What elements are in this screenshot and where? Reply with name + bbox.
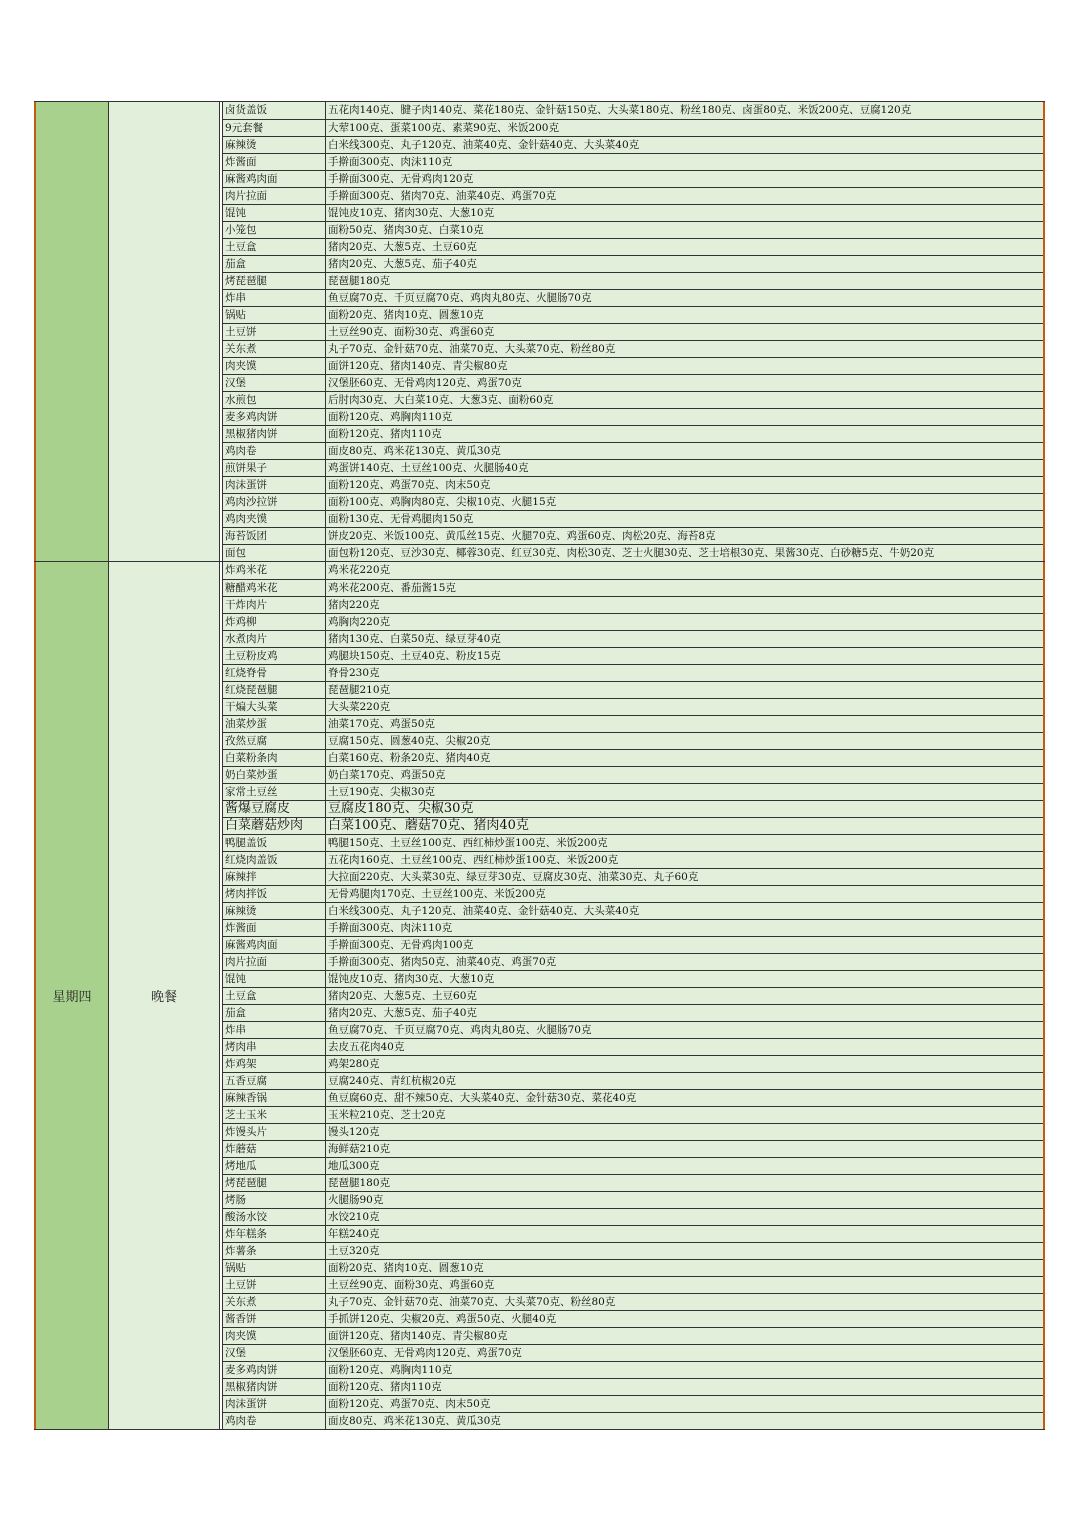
dish-ingredients: 豆腐240克、青红杭椒20克 [326, 1073, 1043, 1089]
dish-row [223, 715, 1043, 732]
dish-row [223, 1055, 1043, 1072]
dish-row [223, 1412, 1043, 1429]
dish-name: 小笼包 [223, 222, 326, 238]
dish-ingredients: 琵琶腿210克 [326, 682, 1043, 698]
dish-name: 炸鸡架 [223, 1056, 326, 1072]
dish-row [223, 1361, 1043, 1378]
dish-row [223, 170, 1043, 187]
dish-row [223, 1259, 1043, 1276]
dish-name: 烤琵琶腿 [223, 1175, 326, 1191]
dish-row [223, 255, 1043, 272]
dish-name: 白菜蘑菇炒肉 [223, 818, 326, 834]
dish-name: 干煸大头菜 [223, 699, 326, 715]
dish-ingredients: 猪肉130克、白菜50克、绿豆芽40克 [326, 631, 1043, 647]
dish-ingredients: 面包粉120克、豆沙30克、椰蓉30克、红豆30克、肉松30克、芝士火腿30克、芝士培根30克、果酱30克、白砂糖5克、牛奶20克 [326, 545, 1043, 561]
dish-name: 麻酱鸡肉面 [223, 937, 326, 953]
dish-row [223, 579, 1043, 596]
dish-name: 烤琵琶腿 [223, 273, 326, 289]
dish-row [223, 1038, 1043, 1055]
dish-row [223, 851, 1043, 868]
dish-name: 干炸肉片 [223, 597, 326, 613]
dish-ingredients: 面饼120克、猪肉140克、青尖椒80克 [326, 1328, 1043, 1344]
dish-row [223, 766, 1043, 783]
dish-row [223, 698, 1043, 715]
dish-name: 麦多鸡肉饼 [223, 1362, 326, 1378]
dish-name: 家常土豆丝 [223, 784, 326, 800]
dish-row [223, 970, 1043, 987]
dish-row [223, 817, 1043, 834]
dish-name: 炸酱面 [223, 920, 326, 936]
dish-name: 烤肉拌饭 [223, 886, 326, 902]
dish-ingredients: 面粉120克、鸡胸肉110克 [326, 1362, 1043, 1378]
dish-ingredients: 面粉120克、鸡蛋70克、肉末50克 [326, 1396, 1043, 1412]
dish-row [223, 1327, 1043, 1344]
dish-ingredients: 五花肉160克、土豆丝100克、西红柿炒蛋100克、米饭200克 [326, 852, 1043, 868]
menu-table [34, 101, 1045, 1430]
dish-ingredients: 鸭腿150克、土豆丝100克、西红柿炒蛋100克、米饭200克 [326, 835, 1043, 851]
dish-ingredients: 土豆丝90克、面粉30克、鸡蛋60克 [326, 1277, 1043, 1293]
dish-name: 芝士玉米 [223, 1107, 326, 1123]
dish-ingredients: 年糕240克 [326, 1226, 1043, 1242]
dish-ingredients: 火腿肠90克 [326, 1192, 1043, 1208]
dish-ingredients: 鸡架280克 [326, 1056, 1043, 1072]
dish-ingredients: 鱼豆腐60克、甜不辣50克、大头菜40克、金针菇30克、菜花40克 [326, 1090, 1043, 1106]
dish-row [223, 1293, 1043, 1310]
dish-name: 肉沫蛋饼 [223, 477, 326, 493]
dish-name: 土豆饼 [223, 1277, 326, 1293]
dish-name: 关东煮 [223, 341, 326, 357]
dish-name: 锅贴 [223, 307, 326, 323]
dish-ingredients: 手擀面300克、肉沫110克 [326, 154, 1043, 170]
dish-rows [222, 562, 1045, 1429]
dish-row [223, 357, 1043, 374]
dish-ingredients: 五花肉140克、腱子肉140克、菜花180克、金针菇150克、大头菜180克、粉丝180克、卤蛋80克、米饭200克、豆腐120克 [326, 102, 1043, 119]
dish-name: 面包 [223, 545, 326, 561]
dish-name: 油菜炒蛋 [223, 716, 326, 732]
dish-name: 炸馒头片 [223, 1124, 326, 1140]
dish-ingredients: 豆腐150克、圆葱40克、尖椒20克 [326, 733, 1043, 749]
dish-name: 五香豆腐 [223, 1073, 326, 1089]
dish-row [223, 749, 1043, 766]
dish-row [223, 596, 1043, 613]
dish-row [223, 493, 1043, 510]
dish-ingredients: 手擀面300克、猪肉70克、油菜40克、鸡蛋70克 [326, 188, 1043, 204]
dish-row [223, 408, 1043, 425]
dish-name: 馄饨 [223, 971, 326, 987]
dish-row [223, 647, 1043, 664]
dish-ingredients: 玉米粒210克、芝士20克 [326, 1107, 1043, 1123]
dish-row [223, 1276, 1043, 1293]
dish-row [223, 1157, 1043, 1174]
dish-name: 麻辣香锅 [223, 1090, 326, 1106]
dish-name: 炸串 [223, 1022, 326, 1038]
dish-ingredients: 猪肉20克、大葱5克、茄子40克 [326, 256, 1043, 272]
dish-name: 糖醋鸡米花 [223, 580, 326, 596]
dish-ingredients: 琵琶腿180克 [326, 273, 1043, 289]
dish-ingredients: 丸子70克、金针菇70克、油菜70克、大头菜70克、粉丝80克 [326, 341, 1043, 357]
dish-row [223, 902, 1043, 919]
dish-name: 鸡肉卷 [223, 1413, 326, 1429]
dish-ingredients: 面皮80克、鸡米花130克、黄瓜30克 [326, 443, 1043, 459]
dish-row [223, 936, 1043, 953]
dish-name: 鸡肉卷 [223, 443, 326, 459]
dish-row [223, 238, 1043, 255]
dish-ingredients: 土豆320克 [326, 1243, 1043, 1259]
dish-row [223, 681, 1043, 698]
dish-name: 烤肉串 [223, 1039, 326, 1055]
dish-name: 肉片拉面 [223, 954, 326, 970]
dish-row [223, 1378, 1043, 1395]
dish-ingredients: 面粉100克、鸡胸肉80克、尖椒10克、火腿15克 [326, 494, 1043, 510]
dish-ingredients: 鸡米花220克 [326, 562, 1043, 579]
dish-ingredients: 手擀面300克、肉沫110克 [326, 920, 1043, 936]
day-cell [34, 102, 109, 561]
dish-row [223, 1140, 1043, 1157]
dish-name: 酸汤水饺 [223, 1209, 326, 1225]
dish-ingredients: 大拉面220克、大头菜30克、绿豆芽30克、豆腐皮30克、油菜30克、丸子60克 [326, 869, 1043, 885]
dish-row [223, 187, 1043, 204]
dish-row [223, 1004, 1043, 1021]
dish-name: 麦多鸡肉饼 [223, 409, 326, 425]
dish-name: 煎饼果子 [223, 460, 326, 476]
dish-ingredients: 面饼120克、猪肉140克、青尖椒80克 [326, 358, 1043, 374]
dish-ingredients: 土豆190克、尖椒30克 [326, 784, 1043, 800]
dish-row [223, 544, 1043, 561]
dish-row [223, 1123, 1043, 1140]
dish-ingredients: 猪肉20克、大葱5克、土豆60克 [326, 239, 1043, 255]
dish-name: 白菜粉条肉 [223, 750, 326, 766]
dish-name: 酱香饼 [223, 1311, 326, 1327]
dish-row [223, 834, 1043, 851]
dish-ingredients: 奶白菜170克、鸡蛋50克 [326, 767, 1043, 783]
dish-ingredients: 馄饨皮10克、猪肉30克、大葱10克 [326, 971, 1043, 987]
dish-row [223, 442, 1043, 459]
dish-name: 水煎包 [223, 392, 326, 408]
dish-row [223, 1208, 1043, 1225]
dish-row [223, 783, 1043, 800]
dish-ingredients: 丸子70克、金针菇70克、油菜70克、大头菜70克、粉丝80克 [326, 1294, 1043, 1310]
dish-ingredients: 面粉20克、猪肉10克、圆葱10克 [326, 1260, 1043, 1276]
dish-name: 炸年糕条 [223, 1226, 326, 1242]
dish-name: 奶白菜炒蛋 [223, 767, 326, 783]
dish-row [223, 613, 1043, 630]
dish-row [223, 289, 1043, 306]
dish-row [223, 425, 1043, 442]
dish-row [223, 153, 1043, 170]
dish-row [223, 1242, 1043, 1259]
dish-name: 汉堡 [223, 375, 326, 391]
dish-row [223, 1089, 1043, 1106]
dish-ingredients: 面粉50克、猪肉30克、白菜10克 [326, 222, 1043, 238]
dish-ingredients: 海鲜菇210克 [326, 1141, 1043, 1157]
dish-ingredients: 土豆丝90克、面粉30克、鸡蛋60克 [326, 324, 1043, 340]
dish-row [223, 1225, 1043, 1242]
dish-row [223, 953, 1043, 970]
dish-ingredients: 脊骨230克 [326, 665, 1043, 681]
dish-row [223, 1021, 1043, 1038]
dish-ingredients: 馒头120克 [326, 1124, 1043, 1140]
dish-name: 红烧琵琶腿 [223, 682, 326, 698]
dish-name: 土豆粉皮鸡 [223, 648, 326, 664]
dish-row [223, 1395, 1043, 1412]
meal-cell: 晚餐 [109, 562, 220, 1429]
dish-name: 孜然豆腐 [223, 733, 326, 749]
dish-name: 土豆盒 [223, 239, 326, 255]
dish-ingredients: 地瓜300克 [326, 1158, 1043, 1174]
dish-name: 海苔饭团 [223, 528, 326, 544]
dish-name: 麻辣烫 [223, 903, 326, 919]
dish-ingredients: 手擀面300克、无骨鸡肉100克 [326, 937, 1043, 953]
dish-row [223, 919, 1043, 936]
dish-row [223, 868, 1043, 885]
dish-ingredients: 面粉120克、猪肉110克 [326, 1379, 1043, 1395]
dish-ingredients: 手擀面300克、猪肉50克、油菜40克、鸡蛋70克 [326, 954, 1043, 970]
dish-row [223, 732, 1043, 749]
dish-ingredients: 鱼豆腐70克、千页豆腐70克、鸡肉丸80克、火腿肠70克 [326, 1022, 1043, 1038]
dish-row [223, 1174, 1043, 1191]
day-cell: 星期四 [34, 562, 109, 1429]
dish-row [223, 987, 1043, 1004]
dish-row [223, 510, 1043, 527]
dish-name: 炸串 [223, 290, 326, 306]
dish-ingredients: 鸡腿块150克、土豆40克、粉皮15克 [326, 648, 1043, 664]
dish-ingredients: 面皮80克、鸡米花130克、黄瓜30克 [326, 1413, 1043, 1429]
dish-ingredients: 后肘肉30克、大白菜10克、大葱3克、面粉60克 [326, 392, 1043, 408]
dish-ingredients: 白菜160克、粉条20克、猪肉40克 [326, 750, 1043, 766]
dish-row [223, 119, 1043, 136]
dish-row [223, 1106, 1043, 1123]
dish-ingredients: 猪肉220克 [326, 597, 1043, 613]
dish-ingredients: 油菜170克、鸡蛋50克 [326, 716, 1043, 732]
dish-row [223, 340, 1043, 357]
dish-name: 关东煮 [223, 1294, 326, 1310]
dish-name: 麻辣拌 [223, 869, 326, 885]
dish-row [223, 306, 1043, 323]
dish-ingredients: 馄饨皮10克、猪肉30克、大葱10克 [326, 205, 1043, 221]
dish-name: 炸鸡柳 [223, 614, 326, 630]
dish-name: 茄盒 [223, 256, 326, 272]
dish-row [223, 664, 1043, 681]
dish-row [223, 1191, 1043, 1208]
dish-name: 土豆饼 [223, 324, 326, 340]
dish-name: 馄饨 [223, 205, 326, 221]
dish-name: 9元套餐 [223, 120, 326, 136]
dish-ingredients: 白米线300克、丸子120克、油菜40克、金针菇40克、大头菜40克 [326, 137, 1043, 153]
dish-ingredients: 琵琶腿180克 [326, 1175, 1043, 1191]
dish-name: 肉夹馍 [223, 1328, 326, 1344]
dish-row [223, 800, 1043, 817]
dish-ingredients: 鸡米花200克、番茄酱15克 [326, 580, 1043, 596]
dish-ingredients: 豆腐皮180克、尖椒30克 [326, 801, 1043, 817]
dish-ingredients: 猪肉20克、大葱5克、土豆60克 [326, 988, 1043, 1004]
dish-row [223, 136, 1043, 153]
dish-name: 炸鸡米花 [223, 562, 326, 579]
dish-name: 麻酱鸡肉面 [223, 171, 326, 187]
dish-name: 麻辣烫 [223, 137, 326, 153]
dish-row [223, 323, 1043, 340]
menu-block [34, 562, 1045, 1430]
meal-cell [109, 102, 220, 561]
dish-ingredients: 汉堡胚60克、无骨鸡肉120克、鸡蛋70克 [326, 375, 1043, 391]
dish-row [223, 272, 1043, 289]
dish-ingredients: 白米线300克、丸子120克、油菜40克、金针菇40克、大头菜40克 [326, 903, 1043, 919]
dish-ingredients: 面粉120克、鸡蛋70克、肉末50克 [326, 477, 1043, 493]
dish-row [223, 459, 1043, 476]
dish-ingredients: 面粉120克、猪肉110克 [326, 426, 1043, 442]
dish-row [223, 630, 1043, 647]
dish-name: 酱爆豆腐皮 [223, 801, 326, 817]
dish-name: 肉夹馍 [223, 358, 326, 374]
dish-name: 茄盒 [223, 1005, 326, 1021]
dish-ingredients: 面粉130克、无骨鸡腿肉150克 [326, 511, 1043, 527]
dish-ingredients: 手擀面300克、无骨鸡肉120克 [326, 171, 1043, 187]
dish-row [223, 204, 1043, 221]
dish-name: 烤地瓜 [223, 1158, 326, 1174]
dish-name: 汉堡 [223, 1345, 326, 1361]
dish-rows [222, 102, 1045, 561]
dish-ingredients: 汉堡胚60克、无骨鸡肉120克、鸡蛋70克 [326, 1345, 1043, 1361]
dish-ingredients: 无骨鸡腿肉170克、土豆丝100克、米饭200克 [326, 886, 1043, 902]
dish-ingredients: 去皮五花肉40克 [326, 1039, 1043, 1055]
dish-ingredients: 猪肉20克、大葱5克、茄子40克 [326, 1005, 1043, 1021]
menu-block [34, 101, 1045, 562]
dish-ingredients: 大头菜220克 [326, 699, 1043, 715]
dish-ingredients: 白菜100克、蘑菇70克、猪肉40克 [326, 818, 1043, 834]
dish-ingredients: 饼皮20克、米饭100克、黄瓜丝15克、火腿70克、鸡蛋60克、肉松20克、海苔8克 [326, 528, 1043, 544]
dish-row [223, 1344, 1043, 1361]
dish-ingredients: 面粉20克、猪肉10克、圆葱10克 [326, 307, 1043, 323]
dish-row [223, 476, 1043, 493]
dish-name: 卤货盖饭 [223, 102, 326, 119]
dish-row [223, 102, 1043, 119]
dish-name: 炸酱面 [223, 154, 326, 170]
dish-row [223, 1072, 1043, 1089]
dish-ingredients: 水饺210克 [326, 1209, 1043, 1225]
dish-row [223, 391, 1043, 408]
dish-name: 鸡肉夹馍 [223, 511, 326, 527]
dish-name: 鸭腿盖饭 [223, 835, 326, 851]
dish-row [223, 562, 1043, 579]
dish-name: 锅贴 [223, 1260, 326, 1276]
dish-ingredients: 面粉120克、鸡胸肉110克 [326, 409, 1043, 425]
dish-row [223, 527, 1043, 544]
dish-row [223, 1310, 1043, 1327]
dish-name: 红烧肉盖饭 [223, 852, 326, 868]
dish-ingredients: 大荤100克、蛋菜100克、素菜90克、米饭200克 [326, 120, 1043, 136]
dish-ingredients: 鱼豆腐70克、千页豆腐70克、鸡肉丸80克、火腿肠70克 [326, 290, 1043, 306]
dish-name: 红烧脊骨 [223, 665, 326, 681]
dish-row [223, 374, 1043, 391]
dish-name: 肉片拉面 [223, 188, 326, 204]
dish-name: 炸蘑菇 [223, 1141, 326, 1157]
dish-name: 鸡肉沙拉饼 [223, 494, 326, 510]
dish-name: 土豆盒 [223, 988, 326, 1004]
dish-name: 黑椒猪肉饼 [223, 1379, 326, 1395]
dish-name: 黑椒猪肉饼 [223, 426, 326, 442]
dish-name: 水煮肉片 [223, 631, 326, 647]
dish-row [223, 885, 1043, 902]
dish-ingredients: 鸡胸肉220克 [326, 614, 1043, 630]
dish-ingredients: 手抓饼120克、尖椒20克、鸡蛋50克、火腿40克 [326, 1311, 1043, 1327]
dish-name: 烤肠 [223, 1192, 326, 1208]
dish-row [223, 221, 1043, 238]
dish-name: 肉沫蛋饼 [223, 1396, 326, 1412]
dish-ingredients: 鸡蛋饼140克、土豆丝100克、火腿肠40克 [326, 460, 1043, 476]
dish-name: 炸薯条 [223, 1243, 326, 1259]
